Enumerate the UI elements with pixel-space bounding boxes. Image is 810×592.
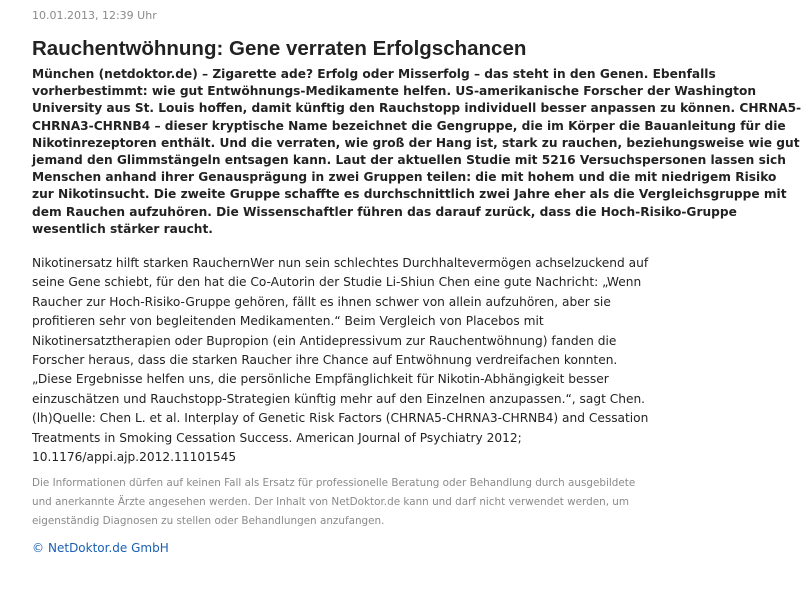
article-title: Rauchentwöhnung: Gene verraten Erfolgschancen — [32, 37, 527, 60]
article-date: 10.01.2013, 12:39 Uhr — [32, 9, 157, 22]
copyright-icon: © — [32, 541, 44, 556]
copyright-line — [32, 540, 802, 556]
article-body: Nikotinersatz hilft starken RauchernWer nun sein schlechtes Durchhaltevermögen achselzuckend auf seine Gene schiebt, für den hat die Co-Autorin der Studie Li-Shiun Chen eine gute Nachricht: „Wenn Raucher zur Hoch-Risiko-Gruppe gehören, fällt es ihnen schwer von allein aufzuhören, aber sie profitieren sehr von begleitenden Medikamenten.“ Beim Vergleich von Placebos mit Nikotinersatztherapien oder Bupropion (ein Antidepressivum zur Rauchentwöhnung) fanden die Forscher heraus, dass die starken Raucher ihre Chance auf Entwöhnung verdreifachen konnten. „Diese Ergebnisse helfen uns, die persönliche Empfänglichkeit für Nikotin-Abhängigkeit besser einzuschätzen und Rauchstopp-Strategien künftig mehr auf den Einzelnen anzupassen.“, sagt Chen. (lh)Quelle: Chen L. et al. Interplay of Genetic Risk Factors (CHRNA5-CHRNA3-CHRNB4) and Cessation Treatments in Smoking Cessation Success. American Journal of Psychiatry 2012; 10.1176/appi.ajp.2012.11101545 — [32, 256, 649, 465]
article — [32, 8, 802, 556]
medical-disclaimer: Die Informationen dürfen auf keinen Fall als Ersatz für professionelle Beratung oder Behandlung durch ausgebildete und anerkannte Ärzte angesehen werden. Der Inhalt von NetDoktor.de kann und darf nicht verwendet werden, um eigenständig Diagnosen zu stellen oder Behandlungen anzufangen. — [32, 476, 636, 527]
article-lead: München (netdoktor.de) – Zigarette ade? Erfolg oder Misserfolg – das steht in den Genen. Ebenfalls vorherbestimmt: wie gut Entwöhnungs-Medikamente helfen. US-amerikanische Forscher der Washington University aus St. Louis hoffen, damit künftig den Rauchstopp individuell besser anpassen zu können. CHRNA5-CHRNA3-CHRNB4 – dieser kryptische Name bezeichnet die Gengruppe, die im Körper die Bauanleitung für die Nikotinrezeptoren enthält. Und die verraten, wie groß der Hang ist, stark zu rauchen, beziehungsweise wie gut jemand den Glimmstängeln entsagen kann. Laut der aktuellen Studie mit 5216 Versuchspersonen lassen sich Menschen anhand ihrer Genausprägung in zwei Gruppen teilen: die mit hohem und die mit niedrigem Risiko zur Nikotinsucht. Die zweite Gruppe schaffte es durchschnittlich zwei Jahre eher als die Vergleichsgruppe mit dem Rauchen aufzuhören. Die Wissenschaftler führen das darauf zurück, dass die Hoch-Risiko-Gruppe wesentlich stärker raucht. — [32, 67, 802, 236]
copyright-link[interactable]: NetDoktor.de GmbH — [48, 541, 169, 556]
